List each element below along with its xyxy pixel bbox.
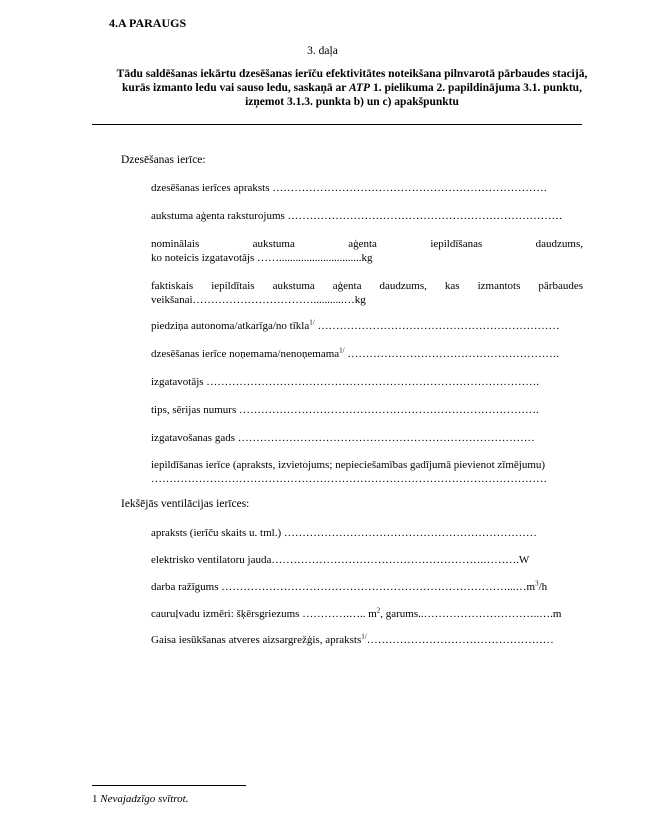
field-actual-line-2: veikšanai……………………………...........…kg <box>151 294 366 306</box>
cooling-heading: Dzesēšanas ierīce: <box>121 154 206 166</box>
airflow-label: darba ražīgums ……………………………………………………………………...…m <box>151 581 536 593</box>
form-code: 4.A PARAUGS <box>109 16 187 30</box>
field-type-serial[interactable]: tips, sērijas numurs ………………………………………………………………………. <box>151 404 539 416</box>
footnote-number: 1 <box>92 793 98 805</box>
drive-type-dots: ………………………………………………………… <box>314 320 560 332</box>
footnote <box>92 793 188 805</box>
field-refrigerant-characteristics[interactable]: aukstuma aģenta raksturojums ………………………………………………………………… <box>151 210 563 222</box>
field-nominal-line-1: nominālais aukstuma aģenta iepildīšanas daudzums, <box>151 238 583 250</box>
field-drive-type[interactable] <box>151 320 583 332</box>
subtitle-line-2: kurās izmanto ledu vai sauso ledu, saskaņā ar ATP 1. pielikuma 2. papildinājuma 3.1. punktu, <box>122 82 582 94</box>
filling-device-line-1: iepildīšanas ierīce (apraksts, izvietojums; nepieciešamības gadījumā pievienot zīmējumu) <box>151 459 546 471</box>
removable-dots: …………………………………………………. <box>344 348 560 360</box>
duct-length-label: , garums..…………………………..….m <box>380 608 562 620</box>
subtitle-line-3: izņemot 3.1.3. punkta b) un c) apakšpunktu <box>245 96 459 108</box>
footnote-text: Nevajadzīgo svītrot. <box>100 793 189 805</box>
atp-abbrev: ATP <box>349 82 371 94</box>
duct-section-label: cauruļvadu izmēri: šķērsgriezums ………….….. m <box>151 608 377 620</box>
field-nominal-refrigerant-charge[interactable] <box>151 237 583 265</box>
footnote-ref: 1/ <box>309 318 315 327</box>
intake-grille-label: Gaisa iesūkšanas atveres aizsargrežģis, apraksts <box>151 634 362 646</box>
field-airflow-rate[interactable] <box>151 581 583 593</box>
header-divider <box>92 124 582 125</box>
footnote-ref: 1/ <box>339 346 345 355</box>
field-cooling-description[interactable]: dzesēšanas ierīces apraksts ………………………………………………………………… <box>151 182 548 194</box>
footnote-ref: 1/ <box>361 632 367 641</box>
ventilation-heading: Iekšējās ventilācijas ierīces: <box>121 498 250 510</box>
field-manufacture-year[interactable]: izgatavošanas gads ……………………………………………………………………… <box>151 432 535 444</box>
field-manufacturer[interactable]: izgatavotājs ………………………………………………………………………………. <box>151 376 540 388</box>
filling-device-line-2: ……………………………………………………………………………………………… <box>151 473 547 485</box>
field-ventilation-description[interactable]: apraksts (ierīču skaits u. tml.) …………………………………………………………… <box>151 527 537 539</box>
drive-type-label: piedziņa autonoma/atkarīga/no tīkla <box>151 320 310 332</box>
field-nominal-line-2: ko noteicis izgatavotājs ……..............................kg <box>151 252 373 264</box>
field-filling-device[interactable] <box>151 458 583 486</box>
subtitle-line-1: Tādu saldēšanas iekārtu dzesēšanas ierīču efektivitātes noteikšana pilnvarotā pārbaudes stacijā, <box>116 68 588 80</box>
field-removable[interactable] <box>151 348 583 360</box>
part-label: 3. daļa <box>307 45 338 57</box>
square-superscript: 2 <box>376 606 381 615</box>
field-fan-power[interactable]: elektrisko ventilatoru jauda………………………………………………….……….W <box>151 554 530 566</box>
airflow-unit: /h <box>538 581 548 593</box>
field-duct-dimensions[interactable] <box>151 608 583 620</box>
form-subtitle <box>112 67 592 109</box>
field-intake-grille[interactable] <box>151 634 583 646</box>
intake-grille-dots: …………………………………………… <box>366 634 554 646</box>
cubic-superscript: 3 <box>535 579 539 588</box>
field-actual-line-1: faktiskais iepildītais aukstuma aģenta daudzums, kas izmantots pārbaudes <box>151 280 583 292</box>
removable-label: dzesēšanas ierīce noņemama/nenoņemama <box>151 348 340 360</box>
field-actual-refrigerant-charge[interactable] <box>151 279 583 307</box>
footnote-divider <box>92 785 246 786</box>
